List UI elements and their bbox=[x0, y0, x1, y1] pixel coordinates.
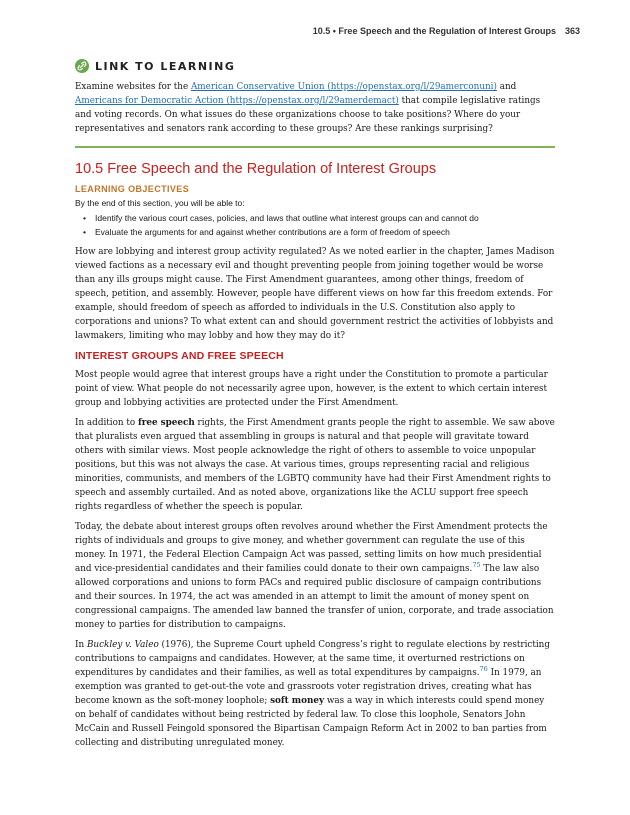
ada-link[interactable]: Americans for Democratic Action (https://openstax.org/l/29amerdemact) bbox=[75, 96, 399, 106]
paragraph-feca bbox=[75, 520, 555, 632]
section-divider bbox=[75, 146, 555, 148]
para4-text-a: In bbox=[75, 640, 87, 650]
objective-item: • Evaluate the arguments for and against whether contributions are a form of freedom of speech bbox=[87, 225, 555, 239]
ltl-text-2: and bbox=[496, 82, 517, 92]
case-name: Buckley v. Valeo bbox=[86, 640, 159, 650]
para4-text-d: was a way in which interests could spend money on behalf of candidates without being restricted by federal law. To close this loophole, Senators John McCain and Russell Feingold sponsored the Bipartisan Campaign Reform Act in 2002 to ban parties from collecting and distributing unregulated money. bbox=[75, 696, 547, 748]
intro-paragraph: How are lobbying and interest group activity regulated? As we noted earlier in the chapter, James Madison viewed factions as a necessary evil and thought preventing people from joining together would be worse than any ills groups might cause. The First Amendment guarantees, among other things, freedom of speech, petition, and assembly. However, people have different views on how far this freedom extends. For example, should freedom of speech as afforded to individuals in the U.S. Constitution also apply to corporations and unions? To what extent can and should government restrict the activities of lobbyists and lawmakers, limiting who may lobby and how they may do it? bbox=[75, 247, 555, 341]
footnote-76[interactable]: 76 bbox=[479, 665, 488, 674]
soft-money-term: soft money bbox=[270, 696, 325, 706]
running-header-title: 10.5 • Free Speech and the Regulation of Interest Groups bbox=[312, 26, 556, 36]
ltl-text-1: Examine websites for the bbox=[75, 82, 191, 92]
para2-text-a: In addition to bbox=[75, 418, 138, 428]
para4-text-c: In 1979, an exemption was granted to get-out-the vote and grassroots voter registration drives, creating what has become known as the soft-money loophole; bbox=[75, 668, 542, 706]
page-number: 363 bbox=[564, 26, 580, 36]
para4-text-b: (1976), the Supreme Court upheld Congress’s right to regulate elections by restricting contributions to campaigns and candidates. However, at the same time, it overturned restrictions on expenditures by candidates and their families, as well as total expenditures by campaigns. bbox=[75, 640, 550, 678]
link-to-learning-header bbox=[75, 58, 555, 74]
para3-text-a: Today, the debate about interest groups often revolves around whether the First Amendment protects the rights of individuals and groups to give money, and whether government can regulate the use of this money. In 1971, the Federal Election Campaign Act was passed, setting limits on how much presidential and vice-presidential candidates and their families could donate to their own campaigns. bbox=[75, 522, 548, 574]
learning-objectives-intro: By the end of this section, you will be able to: bbox=[75, 198, 245, 208]
link-icon bbox=[75, 59, 89, 73]
link-to-learning-title: LINK TO LEARNING bbox=[95, 59, 236, 73]
section-heading: 10.5 Free Speech and the Regulation of Interest Groups bbox=[75, 161, 437, 177]
footnote-75[interactable]: 75 bbox=[472, 561, 481, 570]
paragraph-free-speech bbox=[75, 416, 555, 514]
link-to-learning-text bbox=[75, 80, 555, 136]
subsection-heading: INTEREST GROUPS AND FREE SPEECH bbox=[75, 350, 284, 362]
running-header bbox=[313, 26, 580, 36]
ltl-text-3: that compile legislative ratings and voting records. On what issues do these organizations choose to take positions? Where do your representatives and senators rank according to these groups? Are these rankings surprising? bbox=[75, 96, 541, 134]
acu-link[interactable]: American Conservative Union (https://openstax.org/l/29amerconuni) bbox=[190, 82, 497, 92]
learning-objectives-title: LEARNING OBJECTIVES bbox=[75, 184, 190, 194]
paragraph-buckley bbox=[75, 638, 555, 750]
paragraph-interest-groups: Most people would agree that interest groups have a right under the Constitution to promote a particular point of view. What people do not necessarily agree upon, however, is the extent to which certain interest group and lobbying activities are protected under the First Amendment. bbox=[75, 370, 548, 408]
para3-text-b: The law also allowed corporations and unions to form PACs and required public disclosure of campaign contributions and their sources. In 1974, the act was amended in an attempt to limit the amount of money spent on congressional campaigns. The amended law banned the transfer of union, corporate, and trade association money to parties for distribution to campaigns. bbox=[75, 564, 554, 630]
objective-item: • Identify the various court cases, policies, and laws that outline what interest groups can and cannot do bbox=[87, 211, 555, 225]
learning-objectives-list bbox=[75, 211, 555, 239]
free-speech-term: free speech bbox=[138, 418, 195, 428]
page-content bbox=[75, 58, 555, 756]
para2-text-b: rights, the First Amendment grants people the right to assemble. We saw above that pluralists even argued that assembling in groups is natural and that people will gravitate toward others with similar views. Most people acknowledge the right of others to assemble to voice unpopular positions, but this was not always the case. At various times, groups representing racial and religious minorities, communists, and members of the LGBTQ community have had their First Amendment rights to speech and assembly curtailed. And as noted above, organizations like the ACLU support free speech rights regardless of whether the speech is popular. bbox=[75, 418, 555, 512]
